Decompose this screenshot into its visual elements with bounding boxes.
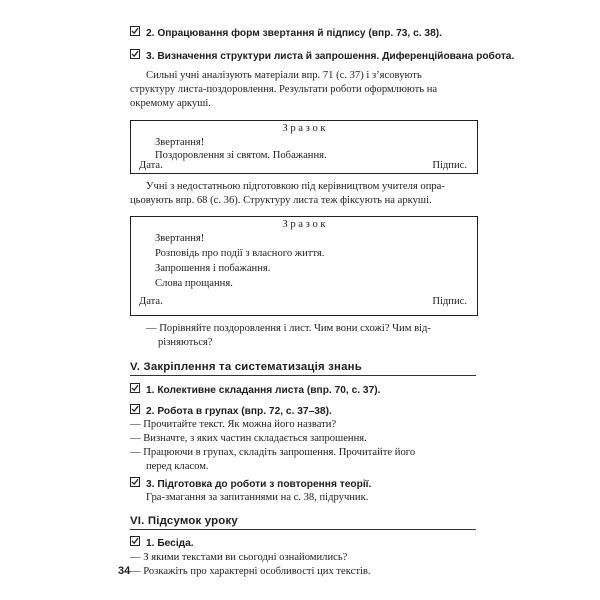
sample-line: Слова прощання. <box>155 278 233 289</box>
textbook-page <box>110 22 515 582</box>
sample-line: Розповідь про події з власного життя. <box>155 248 325 259</box>
paragraph-line: окремому аркуші. <box>130 98 211 109</box>
task-label: 1. Бесіда. <box>146 538 194 549</box>
sample-box <box>130 216 478 316</box>
paragraph-line: Сильні учні аналізують матеріали впр. 71 (с. 37) і з’ясовують <box>146 70 422 81</box>
task-item <box>130 477 371 492</box>
paragraph-line: Учні з недостатньою підготовкою під керівництвом учителя опра- <box>146 181 445 192</box>
list-line: — Працюючи в групах, складіть запрошення. Прочитайте його <box>130 447 416 458</box>
paragraph-line: Гра-змагання за запитаннями на с. 38, підручник. <box>146 492 369 503</box>
list-line: — Розкажіть про характерні особливості цих текстів. <box>130 566 371 577</box>
checkbox-icon <box>130 26 140 36</box>
sample-date: Дата. <box>139 160 163 171</box>
paragraph-line: цьовують впр. 68 (с. 36). Структуру листа теж фіксують на аркуші. <box>130 195 432 206</box>
sample-line: Звертання! <box>155 137 205 148</box>
sample-line: Поздоровлення зі святом. Побажання. <box>155 150 327 161</box>
task-label: 3. Визначення структури листа й запрошення. Диференційована робота. <box>146 51 515 62</box>
sample-signature: Підпис. <box>432 296 467 307</box>
checkbox-icon <box>130 383 140 393</box>
paragraph-line: структуру листа-поздоровлення. Результати роботи оформлюють на <box>130 84 438 95</box>
section-heading: VI. Підсумок уроку <box>130 514 476 530</box>
sample-box <box>130 120 478 174</box>
checkbox-icon <box>130 49 140 59</box>
task-label: 2. Робота в групах (впр. 72, с. 37–38). <box>146 406 332 417</box>
sample-date: Дата. <box>139 296 163 307</box>
list-line: — Прочитайте текст. Як можна його назвати? <box>130 419 337 430</box>
page-number: 34 <box>118 565 131 577</box>
sample-title: З р а з о к <box>282 123 326 134</box>
checkbox-icon <box>130 404 140 414</box>
sample-signature: Підпис. <box>432 160 467 171</box>
task-label: 3. Підготовка до роботи з повторення теорії. <box>146 479 372 490</box>
task-label: 1. Колективне складання листа (впр. 70, с. 37). <box>146 385 381 396</box>
list-line: перед класом. <box>146 461 209 472</box>
sample-title: З р а з о к <box>282 219 326 230</box>
task-item <box>130 49 514 64</box>
list-line: — Визначте, з яких частин складається запрошення. <box>130 433 367 444</box>
section-heading: V. Закріплення та систематизація знань <box>130 360 476 376</box>
question-line: — Порівняйте поздоровлення і лист. Чим вони схожі? Чим від- <box>146 323 431 334</box>
task-label: 2. Опрацювання форм звертання й підпису (впр. 73, с. 38). <box>146 28 442 39</box>
question-line: різняються? <box>158 337 213 348</box>
checkbox-icon <box>130 536 140 546</box>
task-item <box>130 26 442 41</box>
task-item <box>130 536 194 551</box>
checkbox-icon <box>130 477 140 487</box>
sample-line: Звертання! <box>155 233 205 244</box>
sample-line: Запрошення і побажання. <box>155 263 271 274</box>
task-item <box>130 404 332 419</box>
list-line: — З якими текстами ви сьогодні ознайомились? <box>130 552 348 563</box>
task-item <box>130 383 380 398</box>
